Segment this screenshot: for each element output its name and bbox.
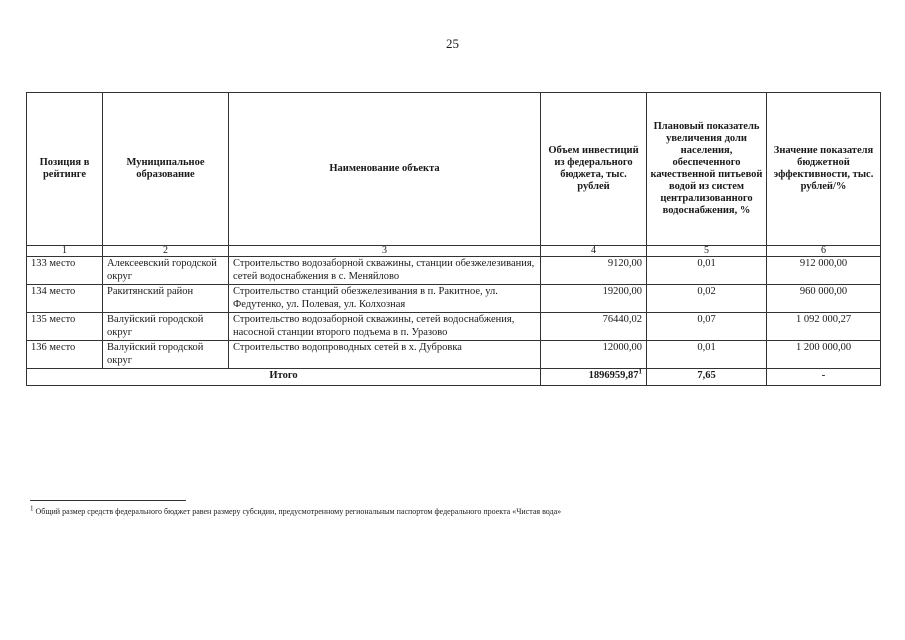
footnote-mark: 1 [30, 504, 34, 513]
table-row [27, 341, 881, 369]
position-cell: 134 место [27, 285, 103, 313]
object-cell: Строительство водозаборной скважины, сетей водоснабжения, насосной станции второго подъема в п. Уразово [229, 313, 541, 341]
column-header: Муниципальное образование [103, 93, 229, 246]
column-number: 6 [767, 246, 881, 257]
footnote-text: Общий размер средств федерального бюджет равен размеру субсидии, предусмотренному региональным паспортом федерального проекта «Чистая вода» [35, 507, 562, 516]
municipality-cell: Валуйский городской округ [103, 341, 229, 369]
efficiency-cell: 960 000,00 [767, 285, 881, 313]
object-cell: Строительство станций обезжелезивания в п. Ракитное, ул. Федутенко, ул. Полевая, ул. Колхозная [229, 285, 541, 313]
investment-cell: 19200,00 [541, 285, 647, 313]
table-row [27, 285, 881, 313]
footnote-divider [30, 500, 186, 501]
column-header: Объем инвестиций из федерального бюджета, тыс. рублей [541, 93, 647, 246]
column-header: Плановый показатель увеличения доли населения, обеспеченного качественной питьевой водой из систем централизованного водоснабжения, % [647, 93, 767, 246]
position-cell: 133 место [27, 257, 103, 285]
column-header: Наименование объекта [229, 93, 541, 246]
column-header: Позиция в рейтинге [27, 93, 103, 246]
column-number: 1 [27, 246, 103, 257]
ranking-table [26, 92, 881, 386]
municipality-cell: Ракитянский район [103, 285, 229, 313]
total-efficiency-cell: - [767, 369, 881, 386]
municipality-cell: Алексеевский городской округ [103, 257, 229, 285]
table-row [27, 313, 881, 341]
indicator-cell: 0,02 [647, 285, 767, 313]
column-number: 5 [647, 246, 767, 257]
column-header: Значение показателя бюджетной эффективности, тыс. рублей/% [767, 93, 881, 246]
municipality-cell: Валуйский городской округ [103, 313, 229, 341]
table-header-row [27, 93, 881, 246]
total-indicator-cell: 7,65 [647, 369, 767, 386]
column-number: 3 [229, 246, 541, 257]
efficiency-cell: 912 000,00 [767, 257, 881, 285]
total-investment-cell [541, 369, 647, 386]
position-cell: 136 место [27, 341, 103, 369]
column-number: 2 [103, 246, 229, 257]
column-number-row [27, 246, 881, 257]
total-row [27, 369, 881, 386]
object-cell: Строительство водопроводных сетей в х. Дубровка [229, 341, 541, 369]
page-number: 25 [446, 36, 459, 51]
total-label: Итого [27, 369, 541, 386]
position-cell: 135 место [27, 313, 103, 341]
investment-cell: 76440,02 [541, 313, 647, 341]
efficiency-cell: 1 092 000,27 [767, 313, 881, 341]
investment-cell: 12000,00 [541, 341, 647, 369]
footnote-reference: 1 [638, 367, 642, 376]
footnote [30, 504, 562, 517]
table-row [27, 257, 881, 285]
investment-cell: 9120,00 [541, 257, 647, 285]
column-number: 4 [541, 246, 647, 257]
indicator-cell: 0,01 [647, 257, 767, 285]
indicator-cell: 0,07 [647, 313, 767, 341]
efficiency-cell: 1 200 000,00 [767, 341, 881, 369]
total-investment-value: 1896959,87 [588, 370, 639, 381]
indicator-cell: 0,01 [647, 341, 767, 369]
object-cell: Строительство водозаборной скважины, станции обезжелезивания, сетей водоснабжения в с. Меняйлово [229, 257, 541, 285]
